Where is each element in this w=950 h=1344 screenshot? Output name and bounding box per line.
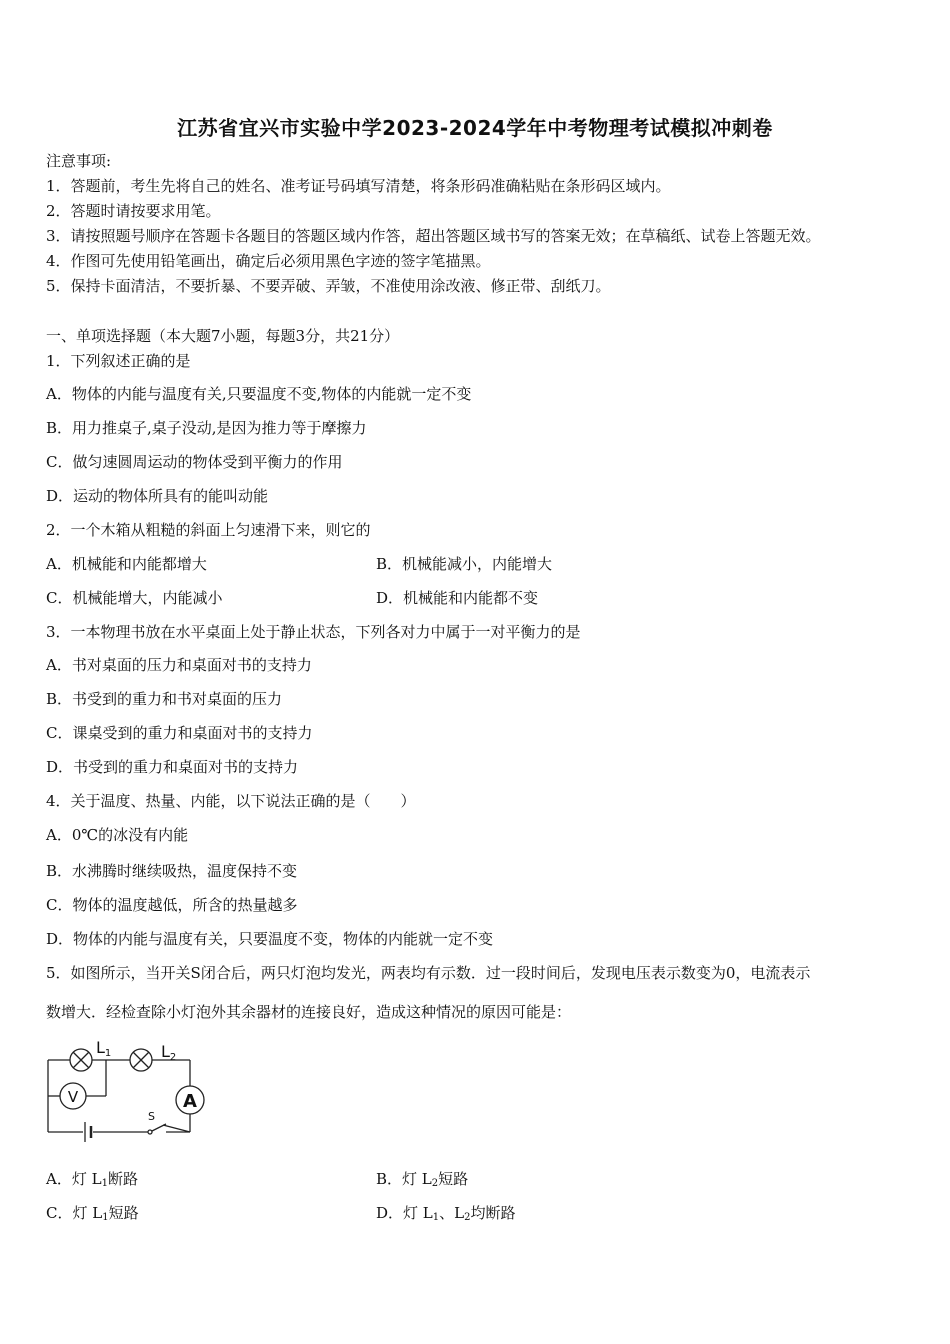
q5-option-c: C．灯 $L_1$短路 xyxy=(46,1204,139,1223)
lamp-l2-icon xyxy=(130,1049,152,1071)
q3-option-a: A．书对桌面的压力和桌面对书的支持力 xyxy=(46,656,312,674)
switch-label: S xyxy=(148,1110,155,1123)
circuit-diagram xyxy=(40,1036,230,1156)
q2-option-d: D．机械能和内能都不变 xyxy=(376,589,539,607)
q3-option-c: C．课桌受到的重力和桌面对书的支持力 xyxy=(46,724,313,742)
lamp-l1-label: L1 xyxy=(96,1038,112,1059)
q2-option-b: B．机械能减小，内能增大 xyxy=(376,555,553,573)
notice-item-4: 4．作图可先使用铅笔画出，确定后必须用黑色字迹的签字笔描黑。 xyxy=(46,252,491,270)
q1-stem: 1．下列叙述正确的是 xyxy=(46,352,191,370)
notice-heading: 注意事项: xyxy=(46,152,112,170)
q2-stem: 2．一个木箱从粗糙的斜面上匀速滑下来，则它的 xyxy=(46,521,371,539)
q4-stem: 4．关于温度、热量、内能，以下说法正确的是（ ） xyxy=(46,792,416,810)
q3-option-d: D．书受到的重力和桌面对书的支持力 xyxy=(46,758,299,776)
q4-option-b: B．水沸腾时继续吸热，温度保持不变 xyxy=(46,862,298,880)
switch-icon xyxy=(148,1124,190,1134)
q3-stem: 3．一本物理书放在水平桌面上处于静止状态，下列各对力中属于一对平衡力的是 xyxy=(46,623,581,641)
q4-option-d: D．物体的内能与温度有关，只要温度不变，物体的内能就一定不变 xyxy=(46,930,494,948)
q5-option-d: D．灯 $L_1$、$L_2$均断路 xyxy=(376,1204,516,1223)
battery-icon xyxy=(85,1122,91,1142)
ammeter-label: A xyxy=(183,1091,197,1112)
q5-option-b: B．灯 $L_2$短路 xyxy=(376,1170,469,1189)
lamp-l1-icon xyxy=(70,1049,92,1071)
q2-option-c: C．机械能增大，内能减小 xyxy=(46,589,223,607)
q5-option-a: A．灯 $L_1$断路 xyxy=(46,1170,138,1189)
q1-option-a: A．物体的内能与温度有关,只要温度不变,物体的内能就一定不变 xyxy=(46,385,472,403)
q5-stem-line2: 数增大．经检查除小灯泡外其余器材的连接良好，造成这种情况的原因可能是： xyxy=(46,1003,572,1021)
q5-stem-line1: 5．如图所示，当开关S闭合后，两只灯泡均发光，两表均有示数．过一段时间后，发现电压表示数变为0，电流表示 xyxy=(46,964,811,982)
q1-option-d: D．运动的物体所具有的能叫动能 xyxy=(46,487,269,505)
q1-option-b: B．用力推桌子,桌子没动,是因为推力等于摩擦力 xyxy=(46,419,367,437)
notice-item-5: 5．保持卡面清洁，不要折暴、不要弄破、弄皱，不准使用涂改液、修正带、刮纸刀。 xyxy=(46,277,611,295)
page-title: 江苏省宜兴市实验中学2023-2024学年中考物理考试模拟冲刺卷 xyxy=(177,116,773,140)
q1-option-c: C．做匀速圆周运动的物体受到平衡力的作用 xyxy=(46,453,343,471)
notice-item-1: 1．答题前，考生先将自己的姓名、准考证号码填写清楚，将条形码准确粘贴在条形码区域内。 xyxy=(46,177,671,195)
q4-option-a: A．0℃的冰没有内能 xyxy=(46,826,189,844)
notice-item-2: 2．答题时请按要求用笔。 xyxy=(46,202,221,220)
section-heading: 一、单项选择题（本大题7小题，每题3分，共21分） xyxy=(46,327,400,345)
lamp-l2-label: L2 xyxy=(161,1042,177,1063)
voltmeter-label: V xyxy=(67,1088,79,1106)
q4-option-c: C．物体的温度越低，所含的热量越多 xyxy=(46,896,298,914)
q2-option-a: A．机械能和内能都增大 xyxy=(46,555,207,573)
q3-option-b: B．书受到的重力和书对桌面的压力 xyxy=(46,690,283,708)
notice-item-3: 3．请按照题号顺序在答题卡各题目的答题区域内作答，超出答题区域书写的答案无效；在草稿纸、试卷上答题无效。 xyxy=(46,227,821,245)
